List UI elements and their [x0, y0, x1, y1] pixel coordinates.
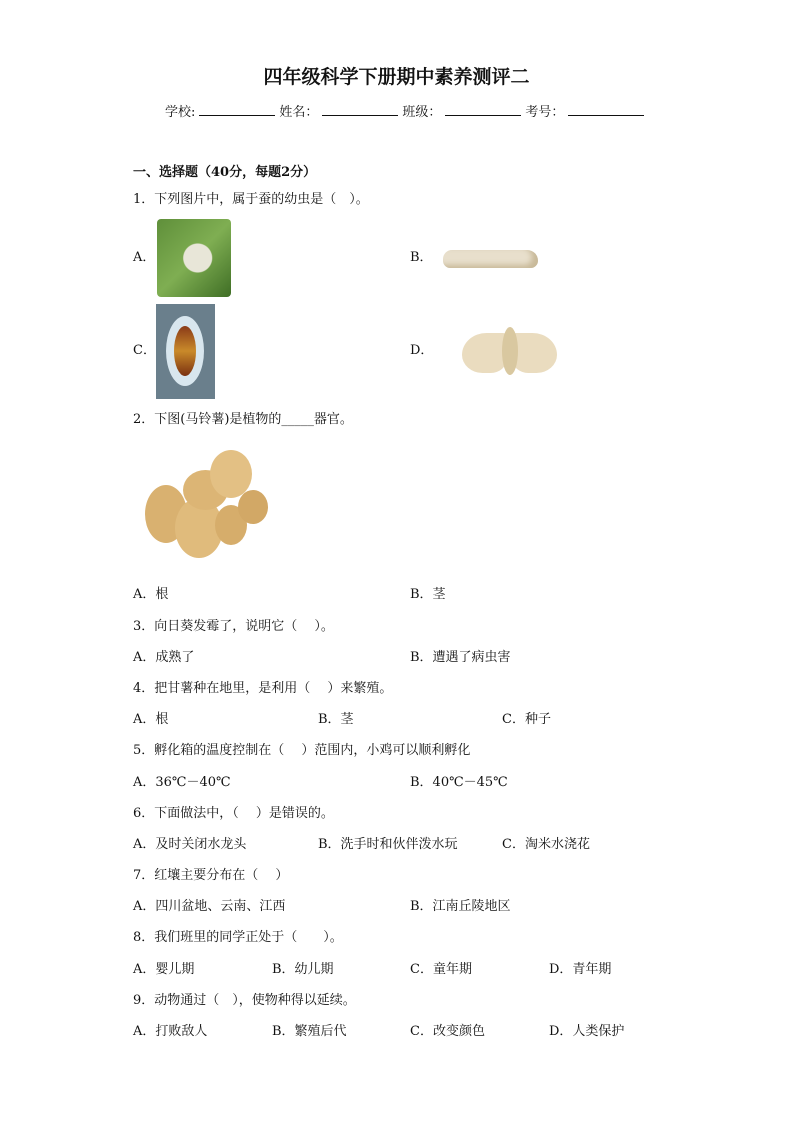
option-a: A．婴儿期: [133, 962, 195, 977]
student-info-line: [165, 103, 648, 122]
option-c: C．: [133, 343, 156, 358]
option-a: A．打败敌人: [133, 1024, 208, 1039]
school-blank[interactable]: [199, 103, 275, 116]
option-c: C．改变颜色: [410, 1024, 485, 1039]
question-8: 8．我们班里的同学正处于（ ）。: [133, 930, 343, 945]
silkworm-eggs-image: [157, 219, 231, 297]
option-b: B．江南丘陵地区: [410, 899, 511, 914]
option-b: B．遭遇了病虫害: [410, 650, 511, 665]
class-blank[interactable]: [445, 103, 521, 116]
option-a: A．四川盆地、云南、江西: [133, 899, 286, 914]
section-heading: 一、选择题（40分，每题2分）: [133, 165, 317, 180]
option-b: B．茎: [318, 712, 354, 727]
option-b: B．洗手时和伙伴泼水玩: [318, 837, 458, 852]
number-label: 考号：: [525, 105, 565, 120]
option-a: A．36℃－40℃: [133, 775, 231, 790]
option-c: C．童年期: [410, 962, 472, 977]
option-d: D．: [410, 343, 434, 358]
option-a: A．及时关闭水龙头: [133, 837, 247, 852]
option-c: C．淘米水浇花: [502, 837, 590, 852]
option-b: B．40℃－45℃: [410, 775, 508, 790]
page-title: 四年级科学下册期中素养测评二: [263, 66, 530, 88]
option-a: A．根: [133, 587, 169, 602]
question-4: 4．把甘薯种在地里，是利用（ ）来繁殖。: [133, 681, 393, 696]
option-d: D．人类保护: [549, 1024, 625, 1039]
question-7: 7．红壤主要分布在（ ）: [133, 868, 289, 883]
option-a: A．: [133, 250, 156, 265]
name-blank[interactable]: [322, 103, 398, 116]
question-9: 9．动物通过（ ），使物种得以延续。: [133, 993, 356, 1008]
silkworm-larva-image: [443, 250, 538, 268]
potato-image: [145, 450, 270, 560]
question-1: 1．下列图片中，属于蚕的幼虫是（ ）。: [133, 192, 369, 207]
option-d: D．青年期: [549, 962, 612, 977]
question-3: 3．向日葵发霉了，说明它（ ）。: [133, 619, 334, 634]
option-c: C．种子: [502, 712, 551, 727]
question-5: 5．孵化箱的温度控制在（ ）范围内，小鸡可以顺利孵化: [133, 743, 471, 758]
question-6: 6．下面做法中，（ ）是错误的。: [133, 806, 334, 821]
option-b: B．: [410, 250, 433, 265]
option-a: A．根: [133, 712, 169, 727]
option-a: A．成熟了: [133, 650, 195, 665]
option-b: B．茎: [410, 587, 446, 602]
school-label: 学校:: [165, 105, 196, 120]
class-label: 班级：: [402, 105, 442, 120]
silk-moth-image: [462, 315, 558, 395]
name-label: 姓名：: [279, 105, 319, 120]
silkworm-pupa-image: [156, 304, 215, 399]
number-blank[interactable]: [568, 103, 644, 116]
option-b: B．幼儿期: [272, 962, 334, 977]
option-b: B．繁殖后代: [272, 1024, 347, 1039]
question-2: 2．下图(马铃薯)是植物的_____器官。: [133, 412, 353, 427]
